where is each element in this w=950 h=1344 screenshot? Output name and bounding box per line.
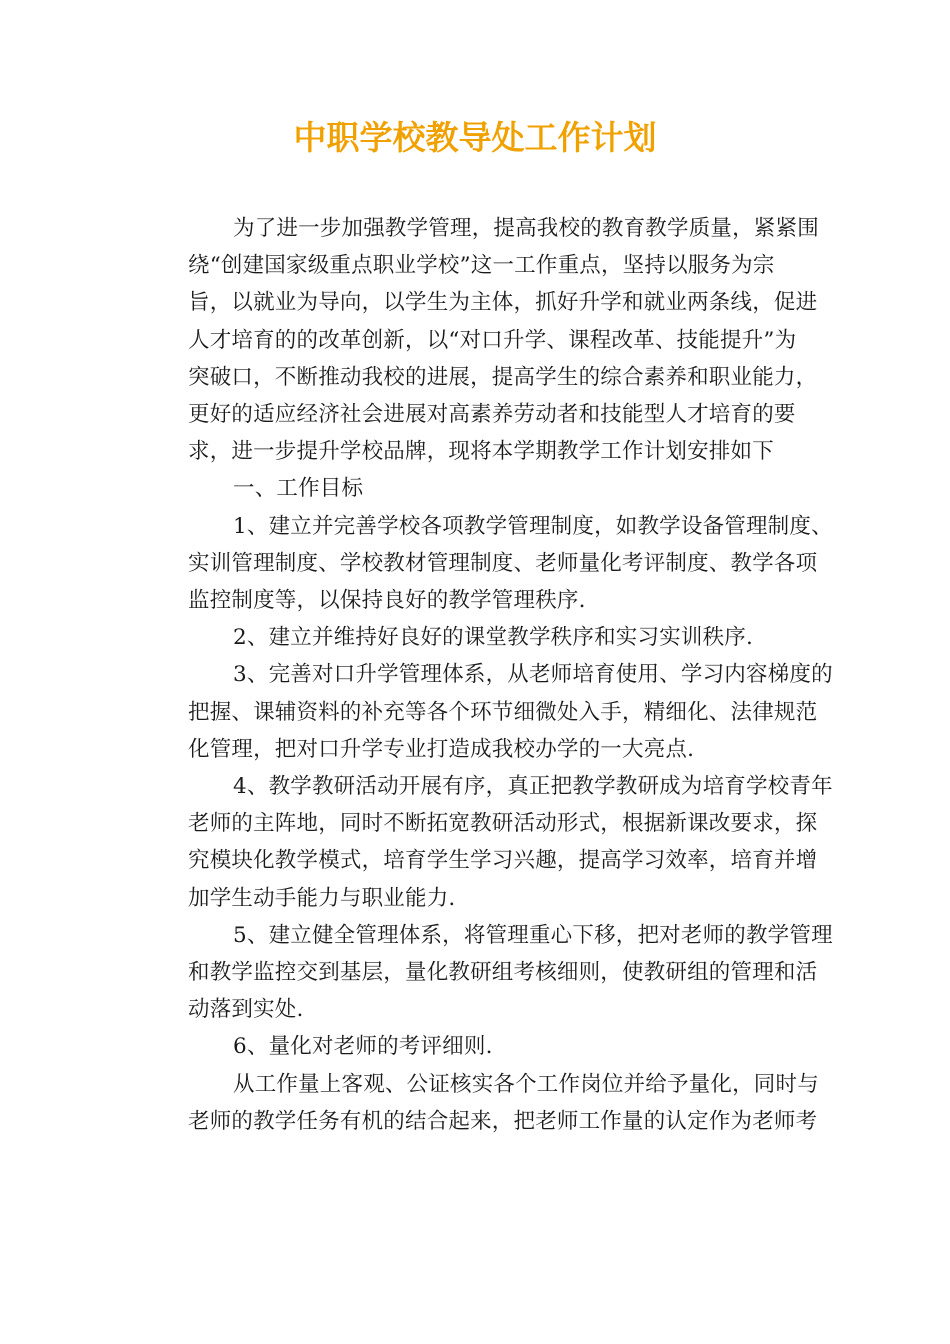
text-line: 更好的适应经济社会进展对高素养劳动者和技能型人才培育的要 <box>188 402 796 428</box>
text-line: 和教学监控交到基层，量化教研组考核细则，使教研组的管理和活 <box>188 960 818 986</box>
text-line: 5、建立健全管理体系，将管理重心下移，把对老师的教学管理 <box>233 922 833 948</box>
document-body <box>145 210 833 1140</box>
text-line: 1、建立并完善学校各项教学管理制度，如教学设备管理制度、 <box>233 513 833 539</box>
text-line: 旨，以就业为导向，以学生为主体，抓好升学和就业两条线，促进 <box>188 290 818 316</box>
paragraph-item-1 <box>145 508 833 620</box>
paragraph-item-2 <box>145 619 810 656</box>
paragraph-intro <box>145 210 819 470</box>
text-line: 实训管理制度、学校教材管理制度、老师量化考评制度、教学各项 <box>188 550 818 576</box>
text-line: 一、工作目标 <box>233 476 364 502</box>
paragraph-item-6 <box>145 1028 810 1065</box>
text-line: 绕“创建国家级重点职业学校”这一工作重点，坚持以服务为宗 <box>188 253 775 279</box>
text-line: 从工作量上客观、公证核实各个工作岗位并给予量化，同时与 <box>233 1071 819 1097</box>
text-line: 化管理，把对口升学专业打造成我校办学的一大亮点. <box>188 736 695 762</box>
text-line: 把握、课辅资料的补充等各个环节细微处入手，精细化、法律规范 <box>188 699 818 725</box>
section-heading <box>145 470 810 507</box>
paragraph-item-4 <box>145 768 833 917</box>
text-line: 2、建立并维持好良好的课堂教学秩序和实习实训秩序. <box>233 625 754 651</box>
paragraph-item-6-detail <box>145 1066 819 1140</box>
text-line: 老师的主阵地，同时不断拓宽教研活动形式，根据新课改要求，探 <box>188 811 818 837</box>
text-line: 6、量化对老师的考评细则. <box>233 1034 493 1060</box>
text-line: 人才培育的的改革创新，以“对口升学、课程改革、技能提升”为 <box>188 327 797 353</box>
text-line: 4、教学教研活动开展有序，真正把教学教研成为培育学校青年 <box>233 774 833 800</box>
paragraph-item-3 <box>145 656 833 768</box>
text-line: 突破口，不断推动我校的进展，提高学生的综合素养和职业能力， <box>188 364 818 390</box>
document-title: 中职学校教导处工作计划 <box>293 118 657 157</box>
text-line: 3、完善对口升学管理体系，从老师培育使用、学习内容梯度的 <box>233 662 833 688</box>
text-line: 动落到实处. <box>188 997 304 1023</box>
text-line: 为了进一步加强教学管理，提高我校的教育教学质量，紧紧围 <box>233 216 819 241</box>
text-line: 加学生动手能力与职业能力. <box>188 885 456 911</box>
text-line: 究模块化教学模式，培育学生学习兴趣，提高学习效率，培育并增 <box>188 848 818 874</box>
text-line: 求，进一步提升学校品牌，现将本学期教学工作计划安排如下 <box>188 439 774 465</box>
paragraph-item-5 <box>145 917 833 1029</box>
text-line: 老师的教学任务有机的结合起来，把老师工作量的认定作为老师考 <box>188 1108 818 1134</box>
text-line: 监控制度等，以保持良好的教学管理秩序. <box>188 588 586 614</box>
